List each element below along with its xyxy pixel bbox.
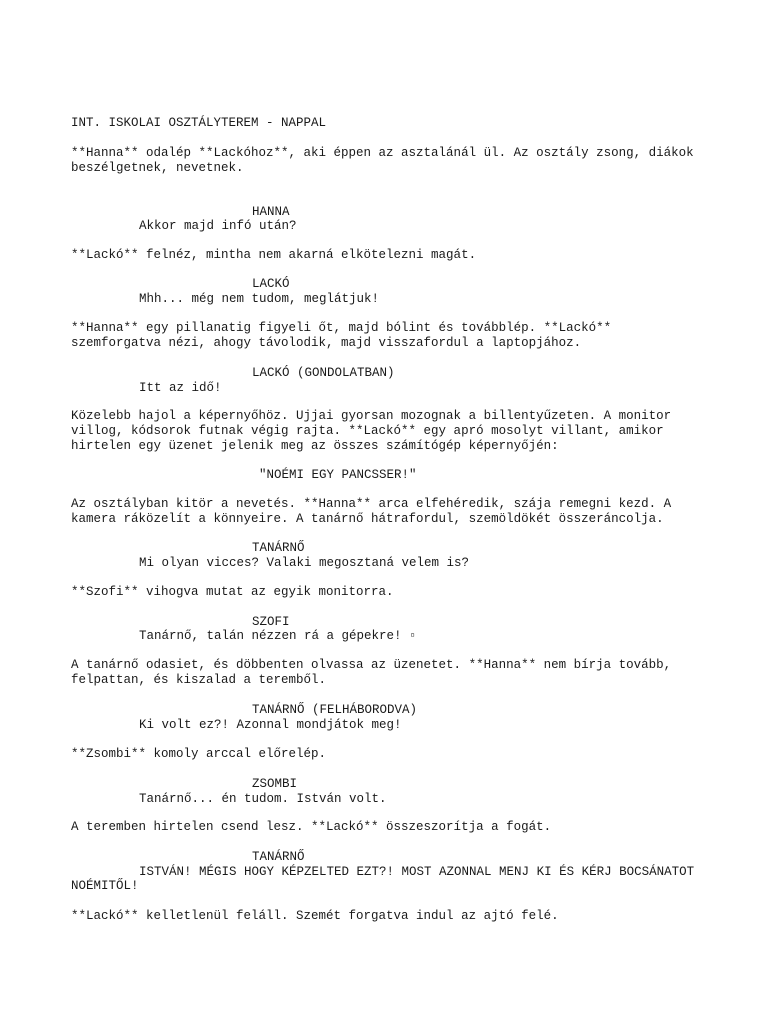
action-line: **Zsombi** komoly arccal előrelép. xyxy=(71,747,327,761)
action-line: Közelebb hajol a képernyőhöz. Ujjai gyorsan mozognak a billentyűzeten. A monitor villog, kódsorok futnak végig rajta. **Lackó** egy apró mosolyt villant, amikor hirtelen egy üzenet jelenik meg az összes számítógép képernyőjén: xyxy=(71,409,672,453)
dialogue-line: Mhh... még nem tudom, meglátjuk! xyxy=(139,292,380,306)
action-line: **Hanna** egy pillanatig figyeli őt, majd bólint és továbblép. **Lackó** szemforgatva nézi, ahogy távolodik, majd visszafordul a laptopjához. xyxy=(71,321,612,350)
character-cue: SZOFI xyxy=(252,615,290,629)
action-line: A tanárnő odasiet, és döbbenten olvassa az üzenetet. **Hanna** nem bírja tovább, felpattan, és kiszalad a teremből. xyxy=(71,658,672,687)
dialogue-line: Tanárnő, talán nézzen rá a gépekre! ▫ xyxy=(139,629,417,643)
character-cue: TANÁRNŐ xyxy=(252,541,305,555)
dialogue-line: Ki volt ez?! Azonnal mondjátok meg! xyxy=(139,718,402,732)
scene-heading: INT. ISKOLAI OSZTÁLYTEREM - NAPPAL xyxy=(71,116,327,130)
character-cue: ZSOMBI xyxy=(252,777,298,791)
action-line: **Lackó** kelletlenül feláll. Szemét forgatva indul az ajtó felé. xyxy=(71,909,559,923)
dialogue-line: Itt az idő! xyxy=(139,381,222,395)
dialogue-line: Mi olyan vicces? Valaki megosztaná velem is? xyxy=(139,556,470,570)
action-line: Az osztályban kitör a nevetés. **Hanna** arca elfehéredik, szája remegni kezd. A kamera ráközelít a könnyeire. A tanárnő hátrafordul, szemöldökét összeráncolja. xyxy=(71,497,672,526)
dialogue-line: NOÉMITŐL! xyxy=(71,879,139,893)
screen-text: "NOÉMI EGY PANCSSER!" xyxy=(259,468,417,482)
character-cue: HANNA xyxy=(252,205,290,219)
action-line: **Szofi** vihogva mutat az egyik monitorra. xyxy=(71,585,394,599)
dialogue-line: ISTVÁN! MÉGIS HOGY KÉPZELTED EZT?! MOST AZONNAL MENJ KI ÉS KÉRJ BOCSÁNATOT xyxy=(139,865,695,879)
dialogue-line: Akkor majd infó után? xyxy=(139,219,297,233)
action-line: A teremben hirtelen csend lesz. **Lackó** összeszorítja a fogát. xyxy=(71,820,552,834)
action-line: **Hanna** odalép **Lackóhoz**, aki éppen az asztalánál ül. Az osztály zsong, diákok beszélgetnek, nevetnek. xyxy=(71,146,694,175)
character-cue: LACKÓ xyxy=(252,277,290,291)
character-cue: TANÁRNŐ (FELHÁBORODVA) xyxy=(252,703,418,717)
action-line: **Lackó** felnéz, mintha nem akarná elkötelezni magát. xyxy=(71,248,477,262)
character-cue: LACKÓ (GONDOLATBAN) xyxy=(252,366,395,380)
character-cue: TANÁRNŐ xyxy=(252,850,305,864)
dialogue-line: Tanárnő... én tudom. István volt. xyxy=(139,792,387,806)
